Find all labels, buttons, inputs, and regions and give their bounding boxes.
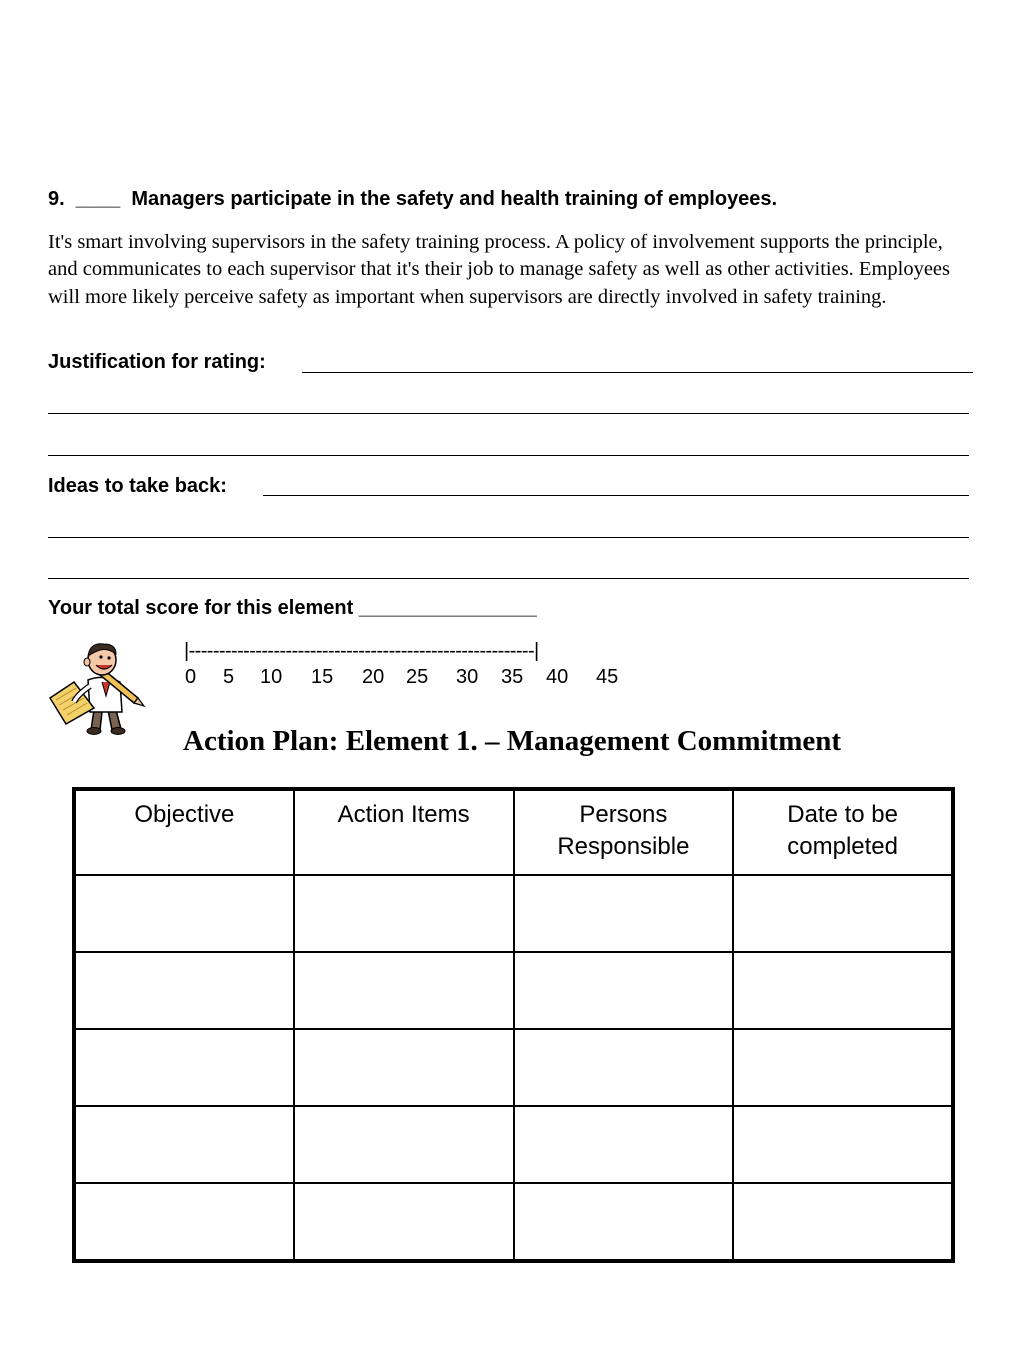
score-tick: 15 [311,666,334,688]
table-cell[interactable] [74,1106,294,1183]
table-cell[interactable] [733,1029,953,1106]
column-header-date-to-be-completed: Date to be completed [733,789,953,875]
table-cell[interactable] [294,952,514,1029]
table-cell[interactable] [74,952,294,1029]
table-cell[interactable] [733,1106,953,1183]
ideas-line-1[interactable] [263,495,969,496]
score-tick: 20 [362,666,385,688]
table-cell[interactable] [514,952,734,1029]
score-scale-bar: |---------------------------------------------------------| [184,640,539,662]
table-cell[interactable] [514,1106,734,1183]
question-heading: 9. ____ Managers participate in the safety and health training of employees. [48,188,778,210]
table-cell[interactable] [294,1106,514,1183]
table-cell[interactable] [514,1029,734,1106]
table-cell[interactable] [514,875,734,952]
score-tick: 45 [596,666,619,688]
table-cell[interactable] [733,875,953,952]
score-tick: 5 [223,666,235,688]
table-header-row [74,789,953,875]
table-cell[interactable] [733,1183,953,1261]
justification-line-3[interactable] [48,455,969,456]
ideas-line-2[interactable] [48,537,969,538]
table-cell[interactable] [514,1183,734,1261]
column-header-action-items: Action Items [294,789,514,875]
table-row [74,1029,953,1106]
table-row [74,1106,953,1183]
table-row [74,875,953,952]
justification-label: Justification for rating: [48,351,266,373]
ideas-line-3[interactable] [48,578,969,579]
table-cell[interactable] [294,1029,514,1106]
score-tick: 35 [501,666,524,688]
total-score-label: Your total score for this element ________________ [48,597,537,619]
cartoon-man-with-pencil-icon [44,640,148,736]
column-header-objective: Objective [74,789,294,875]
action-plan-title: Action Plan: Element 1. – Management Commitment [183,725,842,757]
justification-line-2[interactable] [48,413,969,414]
action-plan-table [72,787,955,1263]
table-row [74,952,953,1029]
justification-line-1[interactable] [302,372,973,373]
table-cell[interactable] [74,875,294,952]
table-cell[interactable] [74,1183,294,1261]
question-explanation: It's smart involving supervisors in the safety training process. A policy of involvement supports the principle, and communicates to each supervisor that it's their job to manage safety as well as other activities. Employees will more likely perceive safety as important when supervisors are directly involved in safety training. [48,231,951,308]
score-tick: 10 [260,666,283,688]
table-cell[interactable] [733,952,953,1029]
table-cell[interactable] [74,1029,294,1106]
score-tick: 30 [456,666,479,688]
table-row [74,1183,953,1261]
score-tick: 0 [185,666,197,688]
score-tick: 40 [546,666,569,688]
ideas-label: Ideas to take back: [48,475,227,497]
table-cell[interactable] [294,1183,514,1261]
column-header-persons-responsible: Persons Responsible [514,789,734,875]
table-cell[interactable] [294,875,514,952]
score-tick: 25 [406,666,429,688]
